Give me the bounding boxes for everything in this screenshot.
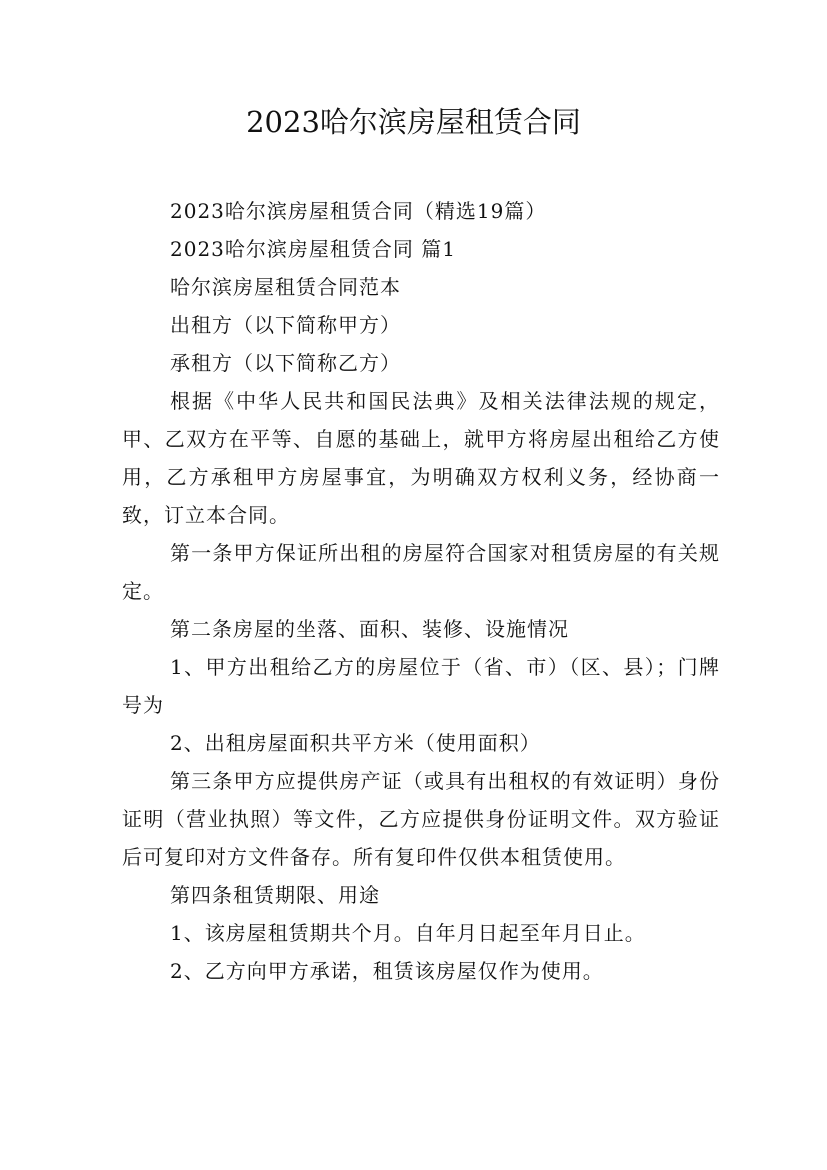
paragraph-lessor: 出租方（以下简称甲方） [170,313,401,337]
paragraph-article-4-item-2: 2、乙方向甲方承诺，租赁该房屋仅作为使用。 [170,959,604,983]
paragraph-article-2-item-1: 1、甲方出租给乙方的房屋位于（省、市）（区、县）；门牌号为 [122,655,720,717]
paragraph-article-1: 第一条甲方保证所出租的房屋符合国家对租赁房屋的有关规定。 [122,541,720,603]
paragraph-template-name: 哈尔滨房屋租赁合同范本 [170,275,401,299]
paragraph-lessee: 承租方（以下简称乙方） [170,351,401,375]
paragraph-article-4: 第四条租赁期限、用途 [170,883,380,907]
document-body [122,192,720,990]
paragraph-subtitle: 2023哈尔滨房屋租赁合同（精选19篇） [170,199,547,223]
paragraph-article-2-item-2: 2、出租房屋面积共平方米（使用面积） [170,731,541,755]
document-title: 2023哈尔滨房屋租赁合同 [246,105,581,139]
paragraph-article-2: 第二条房屋的坐落、面积、装修、设施情况 [170,617,569,641]
paragraph-article-3: 第三条甲方应提供房产证（或具有出租权的有效证明）身份证明（营业执照）等文件，乙方应提供身份证明文件。双方验证后可复印对方文件备存。所有复印件仅供本租赁使用。 [122,769,720,869]
paragraph-article-4-item-1: 1、该房屋租赁期共个月。自年月日起至年月日止。 [170,921,646,945]
paragraph-chapter-heading: 2023哈尔滨房屋租赁合同 篇1 [170,237,456,261]
paragraph-preamble: 根据《中华人民共和国民法典》及相关法律法规的规定，甲、乙双方在平等、自愿的基础上，就甲方将房屋出租给乙方使用，乙方承租甲方房屋事宜，为明确双方权利义务，经协商一致，订立本合同。 [122,389,720,527]
